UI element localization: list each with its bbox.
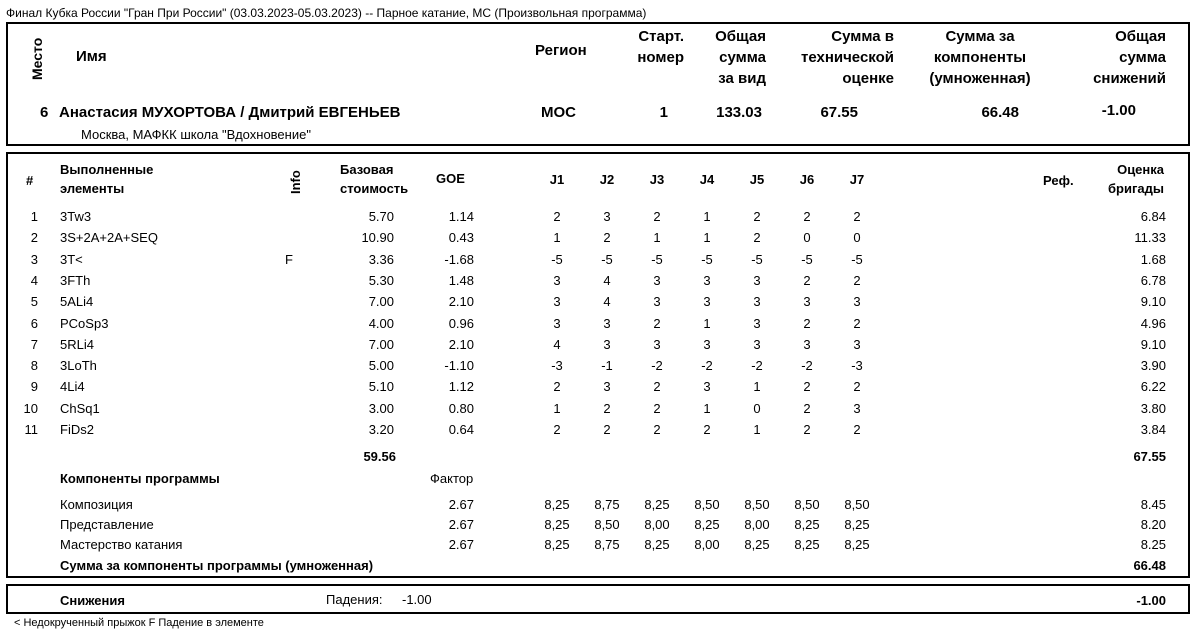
element-judge-1: 3 xyxy=(553,316,561,331)
element-judge-5: 1 xyxy=(753,379,761,394)
component-judge-6: 8,25 xyxy=(794,537,820,552)
component-judge-1: 8,25 xyxy=(544,537,570,552)
element-code: 5RLi4 xyxy=(60,337,94,352)
component-judge-7: 8,25 xyxy=(844,517,870,532)
component-factor: 2.67 xyxy=(448,537,474,552)
element-base-value: 3.20 xyxy=(368,422,394,437)
col-total-header: Общая сумма за вид xyxy=(715,28,766,87)
element-judge-1: 4 xyxy=(553,337,561,352)
element-judge-6: 2 xyxy=(803,209,811,224)
component-judge-3: 8,25 xyxy=(644,497,670,512)
element-goe: 2.10 xyxy=(448,294,474,309)
element-judge-6: -5 xyxy=(801,252,813,267)
element-goe: 1.12 xyxy=(448,379,474,394)
element-judge-1: -5 xyxy=(551,252,563,267)
element-judge-2: 4 xyxy=(603,273,611,288)
skater-total: 133.03 xyxy=(716,104,762,121)
component-judge-1: 8,25 xyxy=(544,517,570,532)
element-base-value: 5.30 xyxy=(368,273,394,288)
base-total: 59.56 xyxy=(363,449,396,464)
element-judge-1: 1 xyxy=(553,230,561,245)
skater-pcs: 66.48 xyxy=(981,104,1019,121)
element-judge-4: 3 xyxy=(703,273,711,288)
element-base-value: 3.00 xyxy=(368,401,394,416)
component-judge-3: 8,00 xyxy=(644,517,670,532)
element-judge-2: -5 xyxy=(601,252,613,267)
component-name: Представление xyxy=(60,517,154,532)
element-judge-2: 2 xyxy=(603,422,611,437)
skater-place: 6 xyxy=(40,104,49,121)
skater-start-no: 1 xyxy=(659,104,668,121)
component-judge-6: 8,25 xyxy=(794,517,820,532)
score-total: 67.55 xyxy=(1133,449,1166,464)
element-judge-6: 2 xyxy=(803,401,811,416)
element-judge-3: 2 xyxy=(653,316,661,331)
element-base-value: 5.00 xyxy=(368,358,394,373)
element-judge-4: 1 xyxy=(703,209,711,224)
col-name-header: Имя xyxy=(76,48,107,65)
element-base-value: 7.00 xyxy=(368,294,394,309)
element-base-value: 7.00 xyxy=(368,337,394,352)
element-code: 3S+2A+2A+SEQ xyxy=(60,230,158,245)
element-goe: -1.10 xyxy=(444,358,474,373)
component-judge-6: 8,50 xyxy=(794,497,820,512)
element-goe: 2.10 xyxy=(448,337,474,352)
element-judge-6: -2 xyxy=(801,358,813,373)
deductions-total: -1.00 xyxy=(1136,593,1166,608)
element-panel-score: 9.10 xyxy=(1140,294,1166,309)
element-judge-7: 2 xyxy=(853,379,861,394)
element-goe: -1.68 xyxy=(444,252,474,267)
col-ded-header: Общая сумма снижений xyxy=(1093,28,1166,87)
element-code: ChSq1 xyxy=(60,401,100,416)
element-judge-1: 1 xyxy=(553,401,561,416)
element-code: FiDs2 xyxy=(60,422,94,437)
el-info-header: Info xyxy=(288,170,303,194)
component-judge-5: 8,00 xyxy=(744,517,770,532)
element-judge-3: 3 xyxy=(653,273,661,288)
element-number: 10 xyxy=(23,401,38,416)
element-judge-2: -1 xyxy=(601,358,613,373)
element-judge-2: 3 xyxy=(603,337,611,352)
component-judge-3: 8,25 xyxy=(644,537,670,552)
judge-header-5: J5 xyxy=(749,172,765,187)
element-panel-score: 6.84 xyxy=(1140,209,1166,224)
page-title: Финал Кубка России "Гран При России" (03.03.2023-05.03.2023) -- Парное катание, МС (Произвольная программа) xyxy=(6,6,647,20)
element-judge-7: 0 xyxy=(853,230,861,245)
component-name: Мастерство катания xyxy=(60,537,183,552)
element-judge-2: 2 xyxy=(603,401,611,416)
element-code: 5ALi4 xyxy=(60,294,94,309)
element-judge-6: 0 xyxy=(803,230,811,245)
element-info: F xyxy=(285,252,293,267)
component-score: 8.25 xyxy=(1140,537,1166,552)
element-judge-4: 1 xyxy=(703,230,711,245)
skater-region: MOC xyxy=(541,104,576,121)
element-judge-5: 1 xyxy=(753,422,761,437)
element-judge-5: -2 xyxy=(751,358,763,373)
element-judge-6: 2 xyxy=(803,422,811,437)
component-score: 8.45 xyxy=(1140,497,1166,512)
element-judge-5: 2 xyxy=(753,209,761,224)
component-judge-2: 8,75 xyxy=(594,497,620,512)
element-judge-4: 2 xyxy=(703,422,711,437)
skater-deductions: -1.00 xyxy=(1101,102,1136,119)
components-sum-label: Сумма за компоненты программы (умноженная) xyxy=(60,558,374,573)
component-judge-7: 8,50 xyxy=(844,497,870,512)
element-judge-3: 3 xyxy=(653,337,661,352)
element-judge-4: -2 xyxy=(701,358,713,373)
element-judge-2: 3 xyxy=(603,379,611,394)
element-base-value: 3.36 xyxy=(368,252,394,267)
element-judge-3: -5 xyxy=(651,252,663,267)
element-number: 8 xyxy=(30,358,38,373)
falls-value: -1.00 xyxy=(402,592,432,607)
element-judge-1: 3 xyxy=(553,294,561,309)
element-base-value: 5.10 xyxy=(368,379,394,394)
element-code: PCoSp3 xyxy=(60,316,109,331)
element-judge-6: 2 xyxy=(803,273,811,288)
element-judge-5: 3 xyxy=(753,316,761,331)
col-tes-header: Сумма в технической оценке xyxy=(800,28,894,87)
component-judge-4: 8,00 xyxy=(694,537,720,552)
element-goe: 0.96 xyxy=(448,316,474,331)
element-judge-2: 3 xyxy=(603,209,611,224)
el-num-header: # xyxy=(26,173,34,188)
element-goe: 1.14 xyxy=(448,209,474,224)
element-base-value: 4.00 xyxy=(368,316,394,331)
element-judge-3: 2 xyxy=(653,401,661,416)
judge-header-1: J1 xyxy=(549,172,565,187)
element-judge-5: 3 xyxy=(753,337,761,352)
deductions-label: Снижения xyxy=(60,593,125,608)
element-judge-2: 4 xyxy=(603,294,611,309)
element-judge-4: 3 xyxy=(703,379,711,394)
element-panel-score: 1.68 xyxy=(1140,252,1166,267)
element-number: 7 xyxy=(30,337,38,352)
el-score-header: Оценка бригады xyxy=(1108,162,1164,196)
element-goe: 1.48 xyxy=(448,273,474,288)
element-goe: 0.43 xyxy=(448,230,474,245)
element-panel-score: 6.78 xyxy=(1140,273,1166,288)
element-code: 3LoTh xyxy=(60,358,97,373)
component-score: 8.20 xyxy=(1140,517,1166,532)
element-judge-7: 2 xyxy=(853,316,861,331)
element-judge-3: 3 xyxy=(653,294,661,309)
element-panel-score: 3.90 xyxy=(1140,358,1166,373)
element-base-value: 10.90 xyxy=(361,230,394,245)
element-judge-5: 3 xyxy=(753,273,761,288)
judge-header-6: J6 xyxy=(799,172,815,187)
component-judge-7: 8,25 xyxy=(844,537,870,552)
element-judge-4: -5 xyxy=(701,252,713,267)
element-judge-1: 2 xyxy=(553,379,561,394)
element-judge-2: 3 xyxy=(603,316,611,331)
element-judge-7: 2 xyxy=(853,209,861,224)
element-code: 3T< xyxy=(60,252,83,267)
components-title: Компоненты программы xyxy=(60,471,220,486)
element-number: 5 xyxy=(30,294,38,309)
element-judge-6: 3 xyxy=(803,337,811,352)
el-elements-header: Выполненные элементы xyxy=(60,162,154,196)
element-judge-5: 0 xyxy=(753,401,761,416)
element-judge-1: 2 xyxy=(553,422,561,437)
element-judge-1: -3 xyxy=(551,358,563,373)
element-code: 4Li4 xyxy=(60,379,85,394)
element-judge-7: -5 xyxy=(851,252,863,267)
skater-tes: 67.55 xyxy=(820,104,858,121)
col-start-header: Старт. номер xyxy=(637,28,684,66)
component-judge-2: 8,50 xyxy=(594,517,620,532)
element-judge-5: -5 xyxy=(751,252,763,267)
element-code: 3Tw3 xyxy=(60,209,92,224)
deductions-box xyxy=(6,584,1190,614)
element-panel-score: 3.80 xyxy=(1140,401,1166,416)
element-judge-7: 3 xyxy=(853,401,861,416)
element-code: 3FTh xyxy=(60,273,91,288)
judge-header-2: J2 xyxy=(599,172,615,187)
element-number: 2 xyxy=(30,230,38,245)
col-pcs-header: Сумма за компоненты (умноженная) xyxy=(929,28,1031,87)
component-name: Композиция xyxy=(60,497,133,512)
element-goe: 0.64 xyxy=(448,422,474,437)
element-judge-2: 2 xyxy=(603,230,611,245)
col-region-header: Регион xyxy=(535,42,587,59)
component-judge-5: 8,50 xyxy=(744,497,770,512)
element-number: 1 xyxy=(30,209,38,224)
element-judge-7: 2 xyxy=(853,422,861,437)
footnote: < Недокрученный прыжок F Падение в элементе xyxy=(14,617,264,629)
element-panel-score: 6.22 xyxy=(1140,379,1166,394)
el-ref-header: Реф. xyxy=(1043,173,1074,188)
element-goe: 0.80 xyxy=(448,401,474,416)
element-judge-4: 1 xyxy=(703,401,711,416)
element-judge-4: 1 xyxy=(703,316,711,331)
element-judge-1: 3 xyxy=(553,273,561,288)
element-judge-5: 2 xyxy=(753,230,761,245)
element-judge-7: 3 xyxy=(853,337,861,352)
element-judge-5: 3 xyxy=(753,294,761,309)
element-judge-6: 2 xyxy=(803,316,811,331)
col-place-header: Место xyxy=(29,37,45,80)
element-number: 4 xyxy=(30,273,38,288)
component-judge-1: 8,25 xyxy=(544,497,570,512)
element-number: 9 xyxy=(30,379,38,394)
element-judge-3: 2 xyxy=(653,422,661,437)
element-number: 3 xyxy=(30,252,38,267)
components-sum-value: 66.48 xyxy=(1133,558,1166,573)
element-panel-score: 3.84 xyxy=(1140,422,1166,437)
element-judge-6: 2 xyxy=(803,379,811,394)
component-judge-2: 8,75 xyxy=(594,537,620,552)
element-panel-score: 9.10 xyxy=(1140,337,1166,352)
element-judge-7: 3 xyxy=(853,294,861,309)
component-factor: 2.67 xyxy=(448,497,474,512)
element-panel-score: 11.33 xyxy=(1134,230,1166,245)
element-judge-6: 3 xyxy=(803,294,811,309)
element-judge-7: 2 xyxy=(853,273,861,288)
component-judge-5: 8,25 xyxy=(744,537,770,552)
element-judge-3: 1 xyxy=(653,230,661,245)
falls-label: Падения: xyxy=(326,592,383,607)
element-judge-4: 3 xyxy=(703,337,711,352)
element-judge-3: -2 xyxy=(651,358,663,373)
element-judge-1: 2 xyxy=(553,209,561,224)
judge-header-4: J4 xyxy=(699,172,715,187)
component-judge-4: 8,25 xyxy=(694,517,720,532)
element-judge-3: 2 xyxy=(653,209,661,224)
element-judge-3: 2 xyxy=(653,379,661,394)
judge-header-3: J3 xyxy=(649,172,665,187)
judge-header-7: J7 xyxy=(849,172,865,187)
element-base-value: 5.70 xyxy=(368,209,394,224)
element-judge-7: -3 xyxy=(851,358,863,373)
components-factor-header: Фактор xyxy=(430,471,474,486)
skater-club: Москва, МАФКК школа "Вдохновение" xyxy=(81,127,311,142)
element-number: 6 xyxy=(30,316,38,331)
el-base-header: Базовая стоимость xyxy=(340,162,409,196)
element-panel-score: 4.96 xyxy=(1140,316,1166,331)
component-factor: 2.67 xyxy=(448,517,474,532)
skater-name: Анастасия МУХОРТОВА / Дмитрий ЕВГЕНЬЕВ xyxy=(59,104,401,121)
element-judge-4: 3 xyxy=(703,294,711,309)
el-goe-header: GOE xyxy=(436,171,465,186)
element-number: 11 xyxy=(24,422,38,437)
component-judge-4: 8,50 xyxy=(694,497,720,512)
